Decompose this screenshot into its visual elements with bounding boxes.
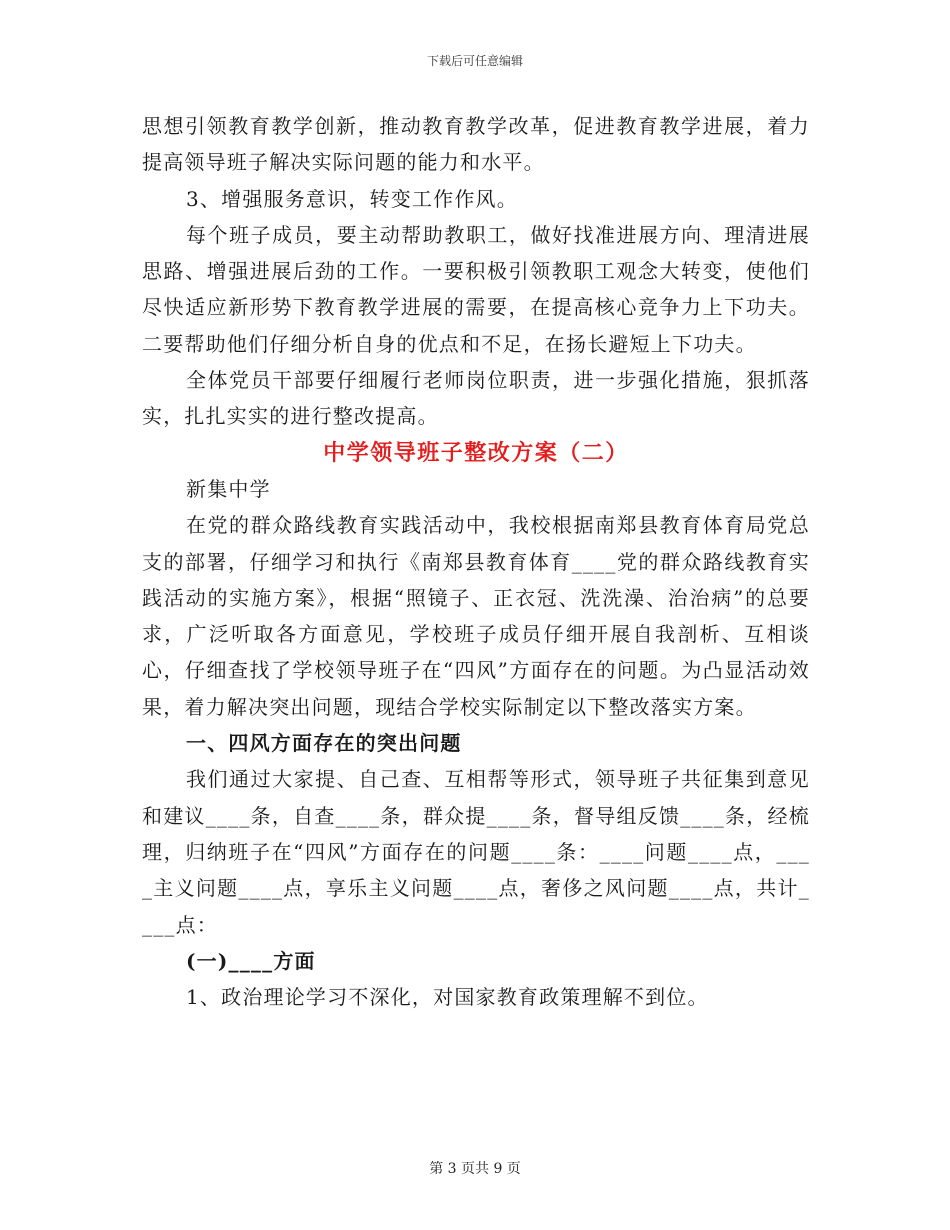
page-header-note: 下载后可任意编辑	[426, 54, 523, 68]
paragraph-item-1: 1、政治理论学习不深化，对国家教育政策理解不到位。	[186, 985, 709, 1010]
page-footer-number: 第 3 页共 9 页	[429, 1161, 521, 1177]
paragraph-item-3: 3、增强服务意识，转变工作作风。	[186, 186, 518, 211]
paragraph-service-awareness: 每个班子成员，要主动帮助教职工，做好找准进展方向、理清进展思路、增强进展后劲的工作。一要积极引领教职工观念大转变，使他们尽快适应新形势下教育教学进展的需要，在提高核心竞争力上下功夫。二要帮助他们仔细分析自身的优点和不足，在扬长避短上下功夫。	[142, 222, 810, 356]
paragraph-issue-summary: 我们通过大家提、自己查、互相帮等形式，领导班子共征集到意见和建议____条，自查____条，群众提____条，督导组反馈____条，经梳理，归纳班子在“四风”方面存在的问题____条：____问题____点，____主义问题____点，享乐主义问题____点，奢侈之风问题____点，共计____点：	[142, 767, 810, 937]
document-body	[142, 108, 810, 1015]
heading-four-winds-issues: 一、四风方面存在的突出问题	[186, 731, 462, 756]
school-name: 新集中学	[186, 476, 271, 501]
paragraph-party-members: 全体党员干部要仔细履行老师岗位职责，进一步强化措施，狠抓落实，扎扎实实的进行整改提高。	[142, 368, 810, 429]
subheading-aspect-one: (一)____方面	[186, 948, 316, 973]
section-title: 中学领导班子整改方案（二）	[323, 439, 629, 466]
paragraph-continuation: 思想引领教育教学创新，推动教育教学改革，促进教育教学进展，着力提高领导班子解决实际问题的能力和水平。	[142, 114, 810, 175]
paragraph-intro: 在党的群众路线教育实践活动中，我校根据南郑县教育体育局党总支的部署，仔细学习和执行《南郑县教育体育____党的群众路线教育实践活动的实施方案》，根据“照镜子、正衣冠、洗洗澡、治治病”的总要求，广泛听取各方面意见，学校班子成员仔细开展自我剖析、互相谈心，仔细查找了学校领导班子在“四风”方面存在的问题。为凸显活动效果，着力解决突出问题，现结合学校实际制定以下整改落实方案。	[142, 513, 810, 719]
